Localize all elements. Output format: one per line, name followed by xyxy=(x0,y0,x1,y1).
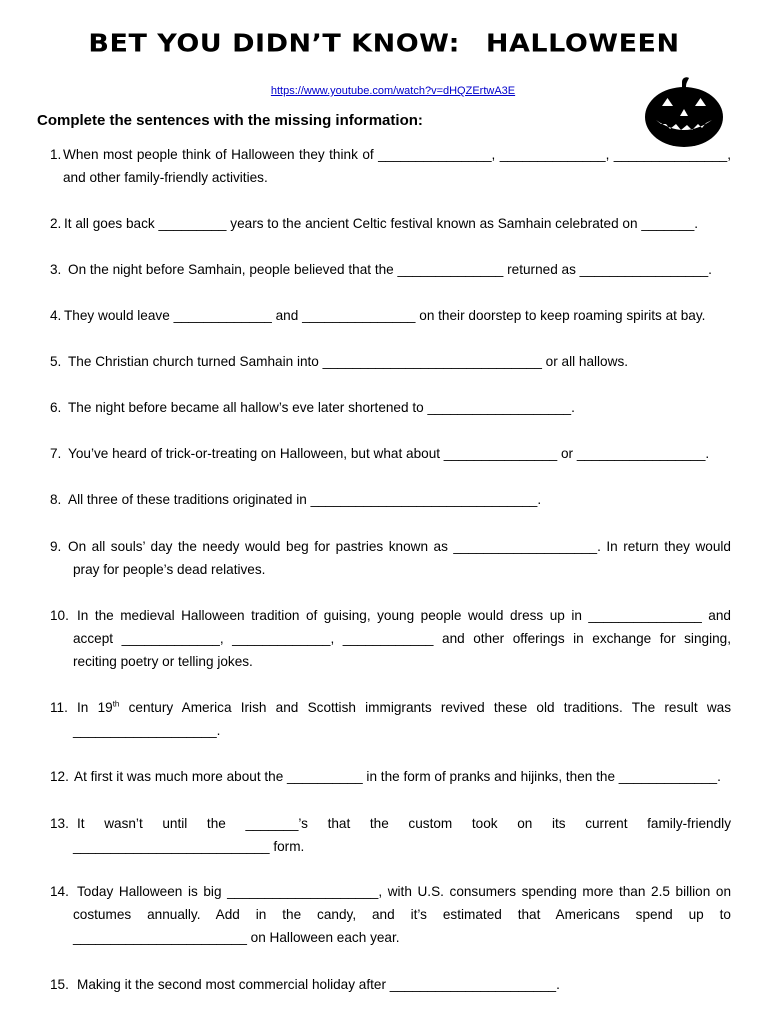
question-2 xyxy=(50,212,731,235)
question-text: You’ve heard of trick-or-treating on Halloween, but what about _______________ or _________________. xyxy=(68,446,710,461)
question-text: It wasn’t until the _______’s that the custom took on its current family-friendly __________________________ form. xyxy=(73,816,731,854)
question-number: 4. xyxy=(50,308,62,323)
title-part-2: HALLOWEEN xyxy=(485,29,680,58)
question-number: 3. xyxy=(50,262,62,277)
question-7 xyxy=(50,442,731,465)
question-number: 10. xyxy=(50,608,69,623)
question-text: Making it the second most commercial holiday after ______________________. xyxy=(77,977,560,992)
question-number: 15. xyxy=(50,977,69,992)
question-text: Today Halloween is big ____________________, with U.S. consumers spending more than 2.5 billion on costumes annually. Add in the candy, and it’s estimated that Americans spend up to _______________________ on Halloween each year. xyxy=(73,884,731,945)
question-text: In the medieval Halloween tradition of guising, young people would dress up in _______________ and accept _____________, _____________, ____________ and other offerings in exchange for singing, reciting poetry or telling jokes. xyxy=(73,608,731,669)
question-number: 7. xyxy=(50,446,62,461)
jack-o-lantern-icon xyxy=(642,76,726,148)
question-text: On all souls’ day the needy would beg for pastries known as ___________________. In return they would pray for people’s dead relatives. xyxy=(68,539,731,577)
question-text: All three of these traditions originated in ______________________________. xyxy=(68,492,542,507)
question-text: When most people think of Halloween they think of _______________, ______________, _______________, and other family-friendly activities. xyxy=(63,147,731,185)
question-text: The night before became all hallow’s eve later shortened to ___________________. xyxy=(68,400,575,415)
question-text: It all goes back _________ years to the ancient Celtic festival known as Samhain celebrated on _______. xyxy=(64,216,699,231)
question-text: They would leave _____________ and _______________ on their doorstep to keep roaming spirits at bay. xyxy=(64,308,706,323)
question-text: In 19th century America Irish and Scottish immigrants revived these old traditions. The result was ___________________. xyxy=(73,699,732,738)
question-1 xyxy=(50,143,731,189)
question-12 xyxy=(50,765,731,788)
question-3 xyxy=(50,258,731,281)
question-number: 11. xyxy=(50,700,68,715)
question-number: 9. xyxy=(50,539,62,554)
title-part-1: BET YOU DIDN’T KNOW: xyxy=(88,29,460,58)
question-6 xyxy=(50,396,731,419)
question-8 xyxy=(50,488,731,511)
question-number: 8. xyxy=(50,492,62,507)
question-5 xyxy=(50,350,731,373)
question-4 xyxy=(50,304,731,327)
question-number: 13. xyxy=(50,816,69,831)
question-13 xyxy=(50,812,731,858)
worksheet-title xyxy=(0,29,768,58)
question-9 xyxy=(50,535,731,581)
question-number: 2. xyxy=(50,216,62,231)
question-11 xyxy=(50,696,731,742)
instructions: Complete the sentences with the missing information: xyxy=(37,112,423,129)
question-number: 1. xyxy=(50,147,62,162)
question-text: On the night before Samhain, people believed that the ______________ returned as _________________. xyxy=(68,262,712,277)
question-14 xyxy=(50,880,731,949)
question-text: The Christian church turned Samhain into _____________________________ or all hallows. xyxy=(68,354,629,369)
video-link[interactable]: https://www.youtube.com/watch?v=dHQZErtwA3E xyxy=(270,85,516,97)
question-number: 12. xyxy=(50,769,69,784)
question-number: 6. xyxy=(50,400,62,415)
question-number: 14. xyxy=(50,884,69,899)
question-10 xyxy=(50,604,731,673)
question-text: At first it was much more about the __________ in the form of pranks and hijinks, then the _____________. xyxy=(74,769,721,784)
question-number: 5. xyxy=(50,354,62,369)
question-15 xyxy=(50,973,731,996)
